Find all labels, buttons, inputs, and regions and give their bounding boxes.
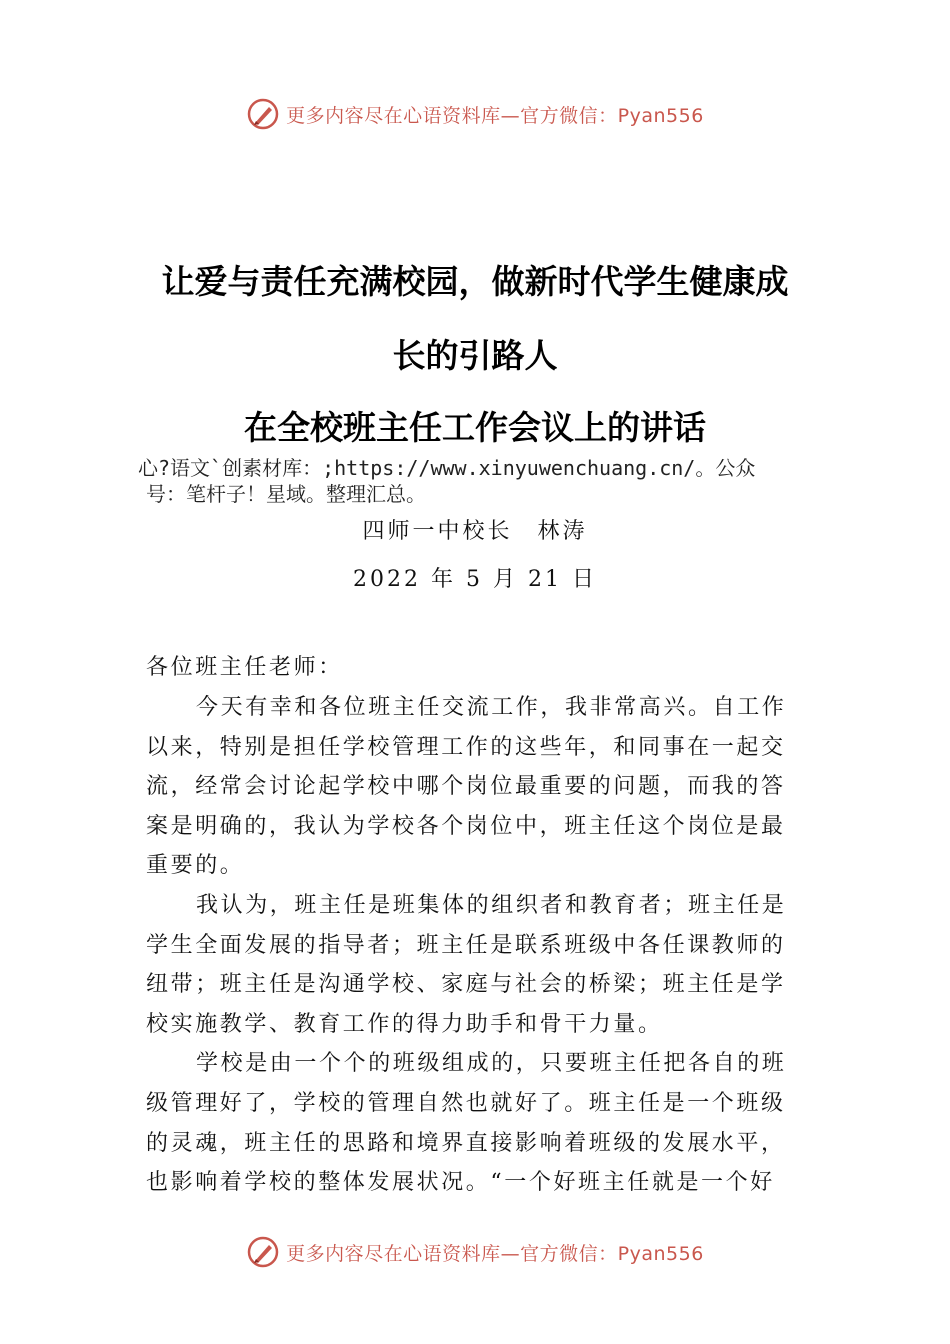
banner-text: 更多内容尽在心语资料库—官方微信：Pyan556 — [286, 104, 704, 127]
footer-banner — [0, 1230, 950, 1274]
salutation: 各位班主任老师： — [146, 655, 343, 680]
banner-text: 更多内容尽在心语资料库—官方微信：Pyan556 — [286, 1242, 704, 1265]
paragraph: 今天有幸和各位班主任交流工作，我非常高兴。自工作以来，特别是担任学校管理工作的这些年，和同事在一起交流，经常会讨论起学校中哪个岗位最重要的问题，而我的答案是明确的，我认为学校各个岗位中，班主任这个岗位是最重要的。 — [146, 695, 787, 879]
source-note-line2: 号：笔杆子！星域。整理汇总。 — [146, 482, 426, 506]
document-title-line1: 让爱与责任充满校园，做新时代学生健康成 — [161, 262, 789, 301]
document-subtitle: 在全校班主任工作会议上的讲话 — [244, 408, 706, 447]
pen-logo-icon — [246, 97, 280, 131]
paragraph: 我认为，班主任是班集体的组织者和教育者；班主任是学生全面发展的指导者；班主任是联系班级中各任课教师的纽带；班主任是沟通学校、家庭与社会的桥梁；班主任是学校实施教学、教育工作的得力助手和骨干力量。 — [146, 892, 787, 1037]
author-line: 四师一中校长 林涛 — [362, 519, 588, 544]
source-note-line1: 心?语文`创素材库：;https://www.xinyuwenchuang.cn/。公众 — [138, 456, 756, 480]
body-paragraphs — [146, 688, 810, 1203]
pen-logo-icon — [246, 1235, 280, 1269]
document-title-line2: 长的引路人 — [392, 336, 558, 375]
header-banner — [0, 92, 950, 136]
date-line: 2022 年 5 月 21 日 — [353, 567, 597, 592]
paragraph: 学校是由一个个的班级组成的，只要班主任把各自的班级管理好了，学校的管理自然也就好了。班主任是一个班级的灵魂，班主任的思路和境界直接影响着班级的发展水平， 也影响着学校的整体发展状况。“一个好班主任就是一个好 — [146, 1051, 787, 1196]
